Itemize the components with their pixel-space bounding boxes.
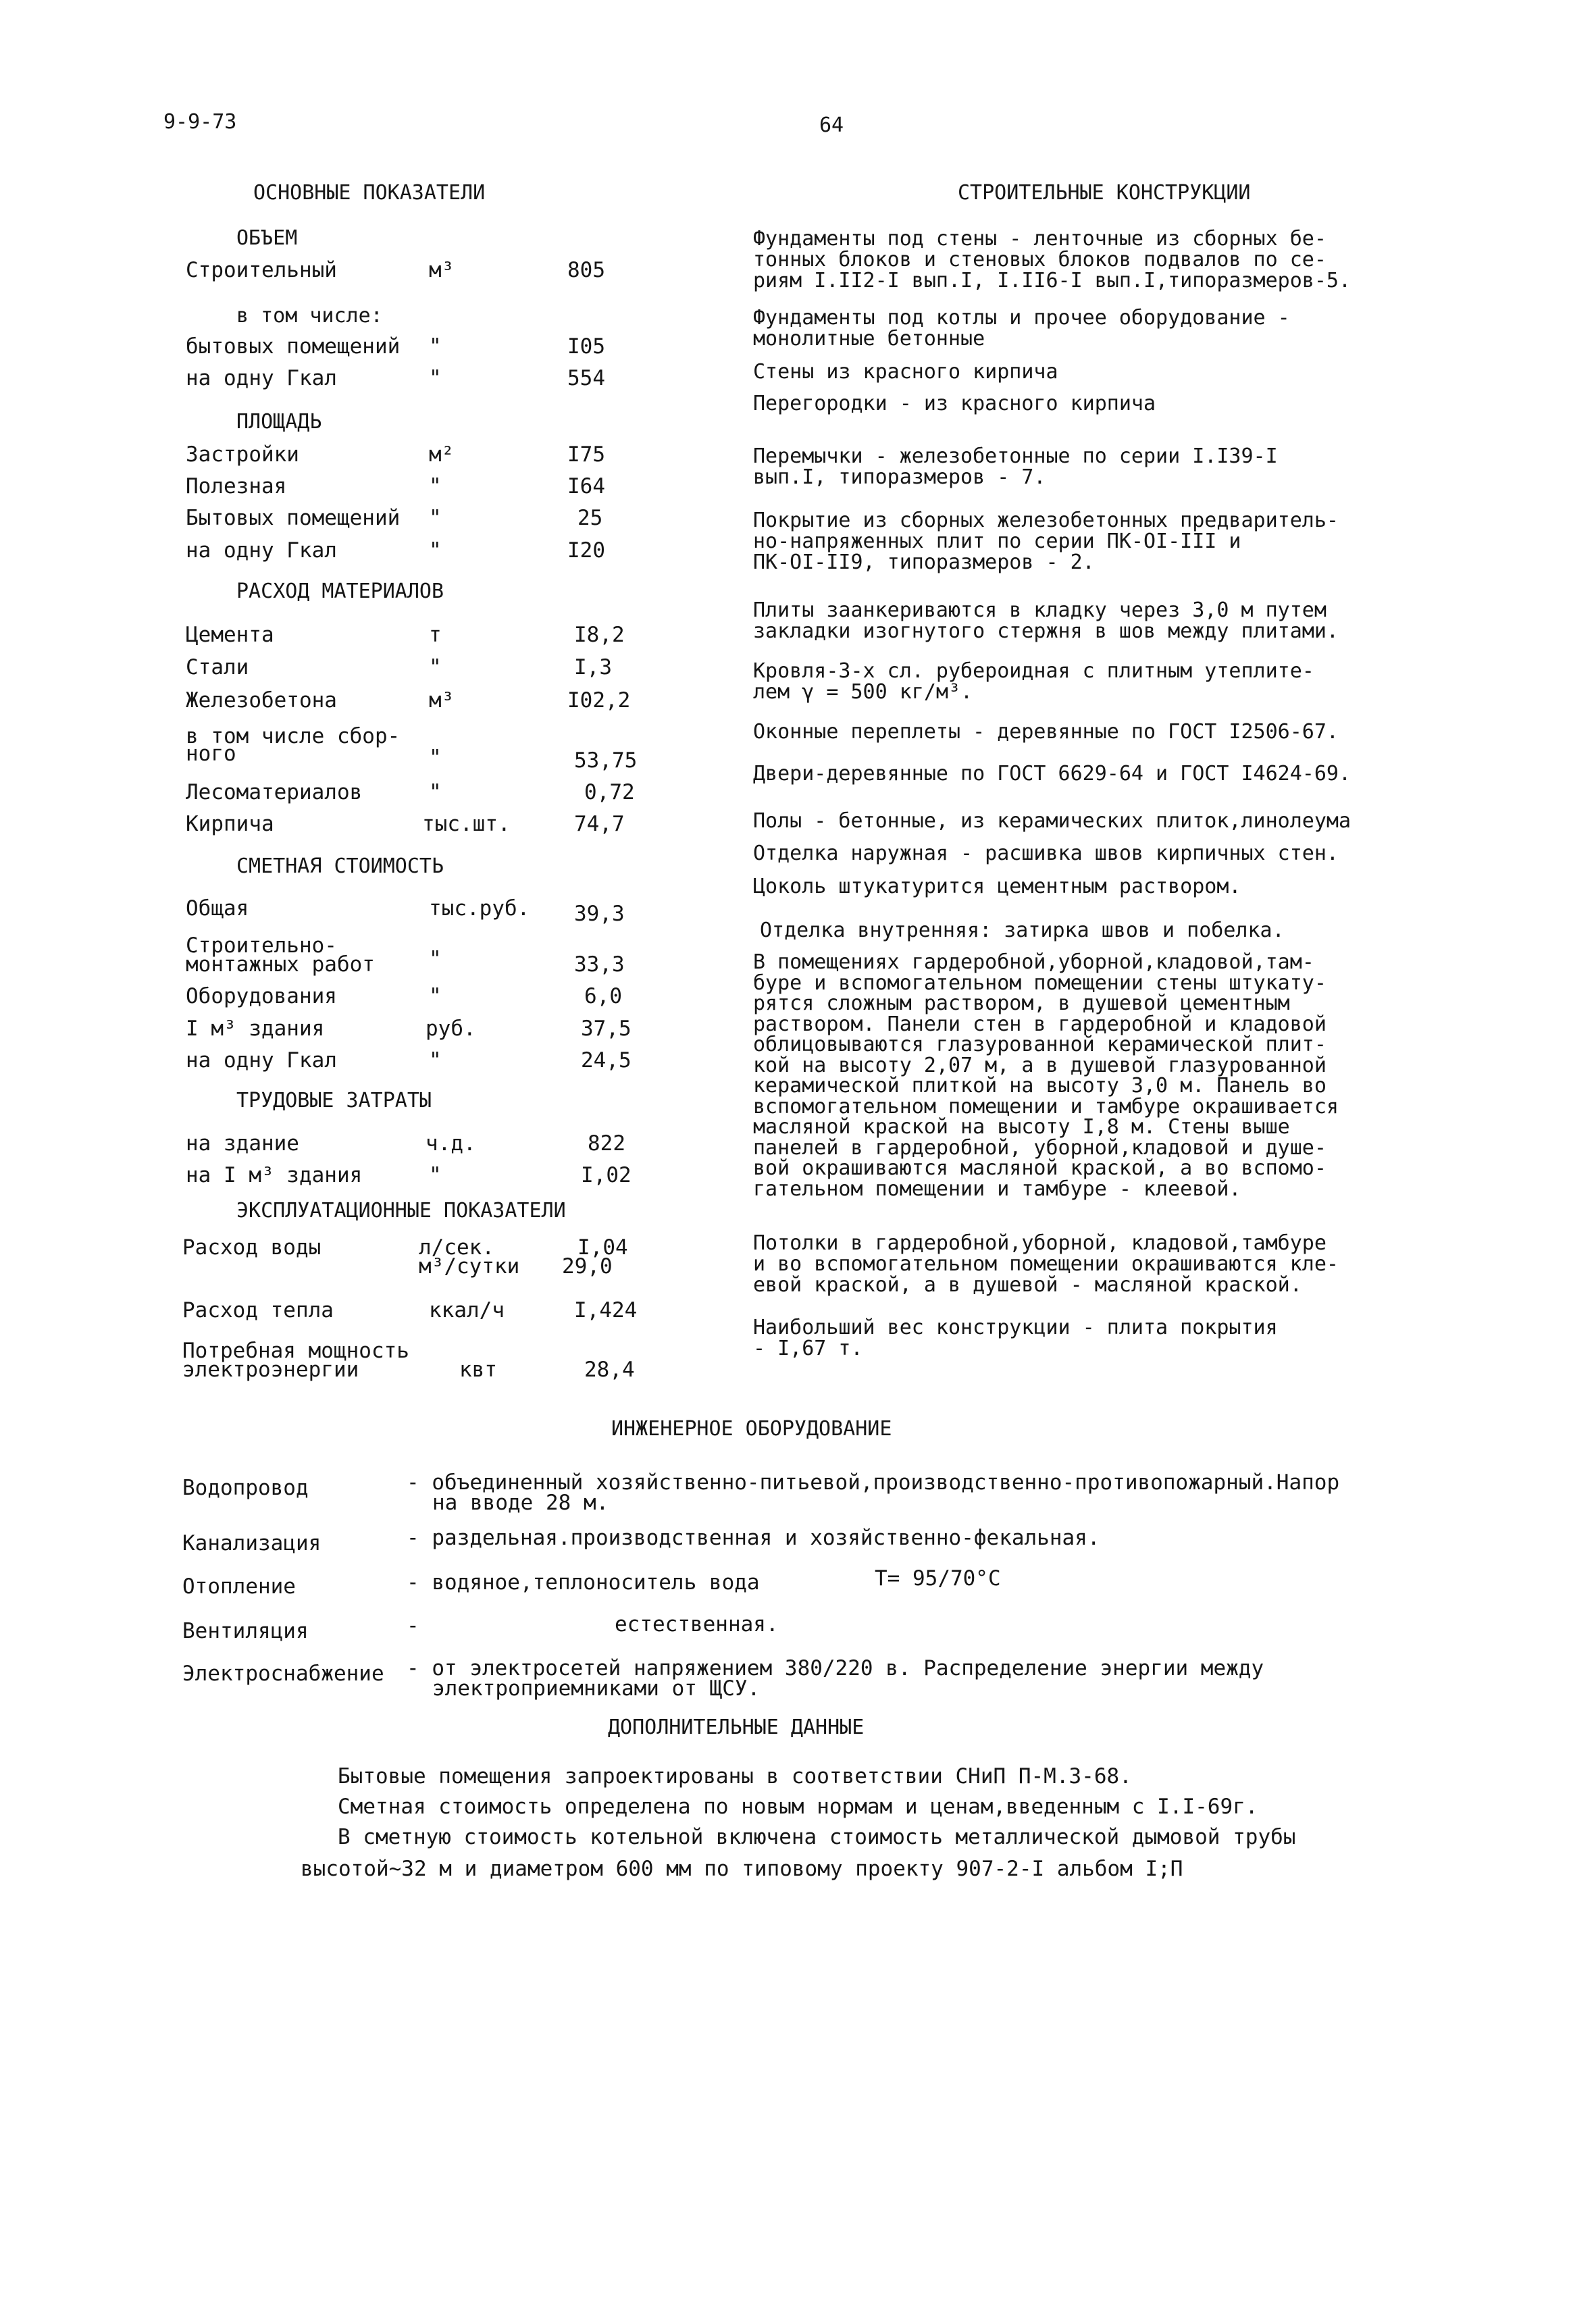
row-unit: " [429,366,442,390]
table-row [186,368,659,390]
text-line: лем γ = 500 кг/м³. [753,680,973,704]
row-unit: м³ [429,688,455,713]
paragraph [753,876,1241,897]
table-row [186,476,659,498]
text-line: Отделка наружная - расшивка швов кирпичных стен. [753,842,1339,865]
text-line: Перемычки - железобетонные по серии I.I39-I [753,444,1278,468]
row-value: 25 [577,506,603,530]
paragraph [753,721,1339,742]
row-label-continued: монтажных работ [186,952,375,977]
row-label: Кирпича [186,812,274,836]
text-line: Наибольший вес конструкции - плита покрытия [753,1316,1278,1339]
text-line: Покрытие из сборных железобетонных предваритель- [753,509,1339,532]
row-label: на одну Гкал [186,366,337,390]
text-line: керамической плиткой на высоту 3,0 м. Панель во [753,1074,1327,1098]
item-text: - водяное,теплоноситель вода [407,1570,760,1595]
item-label: Водопровод [182,1476,309,1500]
paragraph [753,446,1278,488]
text-line: гательном помещении и тамбуре - клеевой. [753,1177,1241,1201]
table-row [186,690,659,712]
item-label: Канализация [182,1531,321,1555]
section-heading-volume: ОБЪЕМ [236,226,298,250]
row-label: на одну Гкал [186,1048,337,1073]
row-label: Бытовых помещений [186,506,401,530]
row-unit: ч.д. [426,1131,476,1156]
row-label: Строительный [186,258,337,282]
row-value: 554 [567,366,605,390]
table-row [186,1050,659,1072]
item-text: - от электросетей напряжением 380/220 в. Распределение энергии между [407,1656,1264,1680]
table-row [182,1300,669,1322]
row-unit: " [429,538,442,563]
text-line: Фундаменты под стены - ленточные из сборных бе- [753,227,1327,251]
table-row [186,896,659,926]
item-text: - [407,1614,419,1638]
row-value: 74,7 [574,812,625,836]
additional-data-title: ДОПОЛНИТЕЛЬНЫЕ ДАННЫЕ [608,1716,865,1739]
paragraph [753,952,1339,1200]
table-row [186,724,659,773]
text-line: кой на высоту 2,07 м, а в душевой глазурованной [753,1053,1327,1077]
table-row [186,1019,659,1040]
table-row [186,260,659,282]
building-structures-title: СТРОИТЕЛЬНЫЕ КОНСТРУКЦИИ [958,181,1251,205]
row-value: 24,5 [581,1048,632,1073]
text-line: Двери-деревянные по ГОСТ 6629-64 и ГОСТ I4624-69. [753,762,1352,786]
section-heading-operational: ЭКСПЛУАТАЦИОННЫЕ ПОКАЗАТЕЛИ [236,1199,566,1223]
row-value: 33,3 [574,952,625,977]
row-unit: " [429,334,442,359]
row-label: Оборудования [186,984,337,1008]
page-number: 64 [819,113,844,137]
text-line: Полы - бетонные, из керамических плиток,линолеума [753,809,1352,833]
item-text-continued: электроприемниками от ЩСУ. [432,1676,761,1701]
row-label: Потребная мощность [182,1339,409,1363]
row-unit: тыс.руб. [429,896,530,921]
row-unit: " [429,780,442,804]
paragraph [753,307,1290,349]
text-line: - I,67 т. [753,1337,863,1360]
row-label: Полезная [186,474,287,498]
item-text: - раздельная.производственная и хозяйственно-фекальная. [407,1526,1100,1550]
row-label: на I м³ здания [186,1163,363,1187]
row-value: 37,5 [581,1017,632,1041]
row-value: I,02 [581,1163,632,1187]
table-row [186,986,659,1008]
item-text: - объединенный хозяйственно-питьевой,производственно-противопожарный.Напор [407,1470,1340,1495]
row-unit: руб. [426,1017,476,1041]
row-label: Расход воды [182,1235,321,1260]
paragraph [753,661,1314,702]
row-unit: " [429,655,442,679]
row-label: Строительно- [186,933,337,958]
row-label: I м³ здания [186,1017,325,1041]
text-line: Потолки в гардеробной,уборной, кладовой,тамбуре [753,1231,1327,1255]
text-line: панелей в гардеробной, уборной,кладовой и душе- [753,1135,1327,1160]
text-line: Сметная стоимость определена по новым нормам и ценам,введенным с I.I-69г. [338,1795,1258,1819]
paragraph [760,920,1285,941]
row-unit: л/сек. [419,1235,494,1260]
row-value: I64 [567,474,605,498]
paragraph [753,843,1339,864]
row-value: 822 [588,1131,625,1156]
table-row [186,444,659,466]
paragraph [753,393,1156,414]
row-label: Общая [186,896,249,921]
row-value: 53,75 [574,748,638,773]
item-label: Электроснабжение [182,1662,384,1686]
text-line: Стены из красного кирпича [753,360,1058,384]
paragraph [753,811,1351,831]
table-row [186,935,659,979]
row-label: Застройки [186,442,299,467]
row-unit: " [429,1048,442,1073]
text-line: тонных блоков и стеновых блоков подвалов по се- [753,248,1327,272]
row-unit-secondary: м³/сутки [419,1254,520,1279]
row-unit: ккал/ч [429,1298,505,1322]
row-label: Железобетона [186,688,337,713]
row-unit: " [429,746,442,770]
text-line: В помещениях гардеробной,уборной,кладовой,там- [753,950,1314,974]
section-heading-labor-costs: ТРУДОВЫЕ ЗАТРАТЫ [236,1089,432,1112]
paragraph [753,510,1339,573]
text-line: и во вспомогательном помещении окрашиваются кле- [753,1252,1339,1276]
row-unit: м³ [429,258,455,282]
table-row [186,1165,659,1187]
row-unit: " [429,474,442,498]
text-line: вып.I, типоразмеров - 7. [753,465,1046,489]
item-extra: естественная. [615,1612,779,1637]
row-label: Цемента [186,623,274,647]
row-label: на здание [186,1131,299,1156]
text-line: вой окрашиваются масляной краской, а во вспомо- [753,1156,1327,1180]
row-value: I,3 [574,655,612,679]
row-unit: " [429,947,442,971]
paragraph [753,361,1058,382]
table-row [186,782,659,804]
row-value: I05 [567,334,605,359]
row-unit: квт [459,1358,497,1382]
table-row [186,336,659,358]
table-row [186,540,659,562]
row-label: Стали [186,655,249,679]
text-line: закладки изогнутого стержня в шов между плитами. [753,619,1339,643]
table-row [182,1341,669,1384]
text-line: евой краской, а в душевой - масляной краской. [753,1273,1302,1297]
paragraph [753,600,1339,642]
text-line: риям I.II2-I вып.I, I.II6-I вып.I,типоразмеров-5. [753,269,1352,292]
row-value: I,424 [574,1298,638,1322]
paragraph [753,228,1351,291]
row-unit: тыс.шт. [422,812,511,836]
paragraph [753,763,1351,784]
row-value: I,04 [577,1235,628,1260]
row-value: 805 [567,258,605,282]
document-code: 9-9-73 [163,110,237,134]
item-text-continued: на вводе 28 м. [432,1491,609,1515]
row-value: 39,3 [574,902,625,926]
text-line: Перегородки - из красного кирпича [753,392,1156,415]
row-unit: " [429,506,442,530]
section-heading-area: ПЛОЩАДЬ [236,410,322,434]
row-unit: " [429,1163,442,1187]
row-value: I75 [567,442,605,467]
text-line: Фундаменты под котлы и прочее оборудование - [753,306,1290,330]
text-line: В сметную стоимость котельной включена стоимость металлической дымовой трубы [338,1825,1296,1849]
text-line: Бытовые помещения запроектированы в соответствии СНиП П-М.3-68. [338,1764,1132,1789]
row-value: 6,0 [584,984,622,1008]
section-heading-materials: РАСХОД МАТЕРИАЛОВ [236,580,444,603]
table-row [186,508,659,530]
item-extra: T= 95/70°C [875,1566,1001,1591]
row-label-continued: электроэнергии [182,1358,359,1382]
table-row [182,1237,669,1281]
table-row [186,814,659,835]
table-row [186,1133,659,1155]
row-label: в том числе сбор- [186,724,401,748]
row-label-continued: ного [186,742,236,766]
row-value: 28,4 [584,1358,635,1382]
text-line: буре и вспомогательном помещении стены штукату- [753,971,1327,995]
item-label: Вентиляция [182,1619,309,1643]
paragraph [753,1233,1339,1295]
row-value-secondary: 29,0 [562,1254,613,1279]
text-line: высотой~32 м и диаметром 600 мм по типовому проекту 907-2-I альбом I;П [301,1857,1183,1881]
row-label: Расход тепла [182,1298,334,1322]
row-value: I02,2 [567,688,631,713]
row-unit: " [429,984,442,1008]
table-row [186,625,659,646]
text-line: монолитные бетонные [753,327,985,351]
paragraph [753,1317,1278,1359]
text-line: ПК-OI-II9, типоразмеров - 2. [753,550,1095,574]
text-line: Отделка внутренняя: затирка швов и побелка. [760,919,1285,942]
engineering-equipment-title: ИНЖЕНЕРНОЕ ОБОРУДОВАНИЕ [611,1417,892,1441]
main-indicators-title: ОСНОВНЫЕ ПОКАЗАТЕЛИ [253,181,486,205]
text-line: Кровля-3-х сл. рубероидная с плитным утеплите- [753,659,1314,683]
row-value: I8,2 [574,623,625,647]
text-line: раствором. Панели стен в гардеробной и кладовой [753,1012,1327,1036]
text-line: Цоколь штукатурится цементным раствором. [753,875,1241,898]
row-unit: м² [429,442,455,467]
text-line: Плиты заанкериваются в кладку через 3,0 м путем [753,598,1327,622]
table-row [186,657,659,679]
row-value: 0,72 [584,780,635,804]
row-label: на одну Гкал [186,538,337,563]
row-label: Лесоматериалов [186,780,363,804]
item-label: Отопление [182,1574,296,1599]
text-line: но-напряженных плит по серии ПК-OI-III и [753,530,1241,553]
text-line: вспомогательном помещении и тамбуре окрашивается [753,1094,1339,1119]
section-heading-estimated-cost: СМЕТНАЯ СТОИМОСТЬ [236,854,444,878]
text-line: рятся сложным раствором, в душевой цементным [753,992,1290,1015]
row-value: I20 [567,538,605,563]
text-line: Оконные переплеты - деревянные по ГОСТ I2506-67. [753,720,1339,744]
text-line: облицовываются глазурованной керамической плит- [753,1033,1327,1056]
row-label: бытовых помещений [186,334,401,359]
text-line: масляной краской на высоту I,8 м. Стены выше [753,1115,1290,1139]
section-heading-including: в том числе: [236,304,383,328]
row-unit: т [429,623,442,647]
